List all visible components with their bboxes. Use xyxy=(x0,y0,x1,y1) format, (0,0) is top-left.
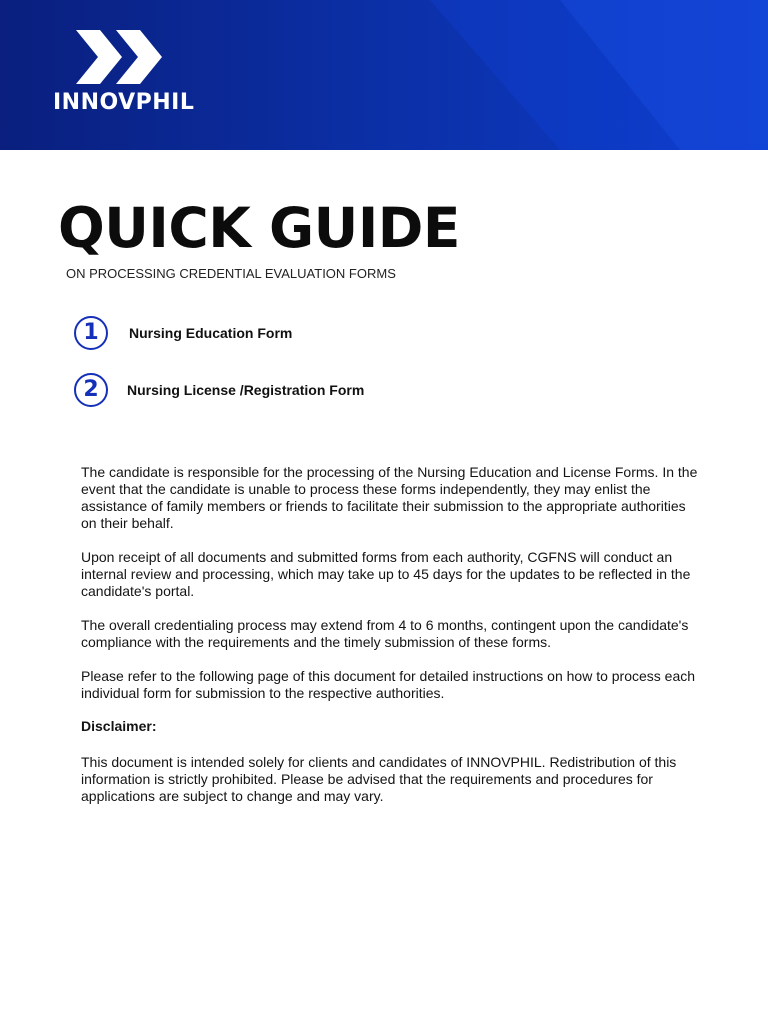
paragraph-refer-instructions: Please refer to the following page of this document for detailed instructions on how to process each individual form for submission to the respective authorities. xyxy=(81,668,696,701)
form-label: Nursing Education Form xyxy=(129,325,293,341)
disclaimer-heading: Disclaimer: xyxy=(81,718,157,734)
number-badge: 2 xyxy=(74,373,108,407)
number-badge: 1 xyxy=(74,316,108,350)
form-label: Nursing License /Registration Form xyxy=(127,382,365,398)
paragraph-process-duration: The overall credentialing process may extend from 4 to 6 months, contingent upon the candidate's compliance with the requirements and the timely submission of these forms. xyxy=(81,617,689,650)
paragraph-cgfns-review: Upon receipt of all documents and submitted forms from each authority, CGFNS will conduct an internal review and processing, which may take up to 45 days for the updates to be reflected in the candidate's portal. xyxy=(81,549,691,599)
list-item-form-1 xyxy=(74,316,292,350)
brand-name: INNOVPHIL xyxy=(53,90,195,115)
header-banner xyxy=(0,0,768,150)
paragraph-candidate-responsibility: The candidate is responsible for the processing of the Nursing Education and License Forms. In the event that the candidate is unable to process these forms independently, they may enlist the assistance of family members or friends to facilitate their submission to the appropriate authorities on their behalf. xyxy=(81,464,698,531)
disclaimer-text: This document is intended solely for clients and candidates of INNOVPHIL. Redistribution of this information is strictly prohibited. Please be advised that the requirements and procedures for applications are subject to change and may vary. xyxy=(81,754,677,804)
double-chevron-right-icon xyxy=(76,30,168,84)
page-title: QUICK GUIDE xyxy=(58,196,461,260)
page-subtitle: ON PROCESSING CREDENTIAL EVALUATION FORMS xyxy=(66,266,396,281)
list-item-form-2 xyxy=(74,373,364,407)
